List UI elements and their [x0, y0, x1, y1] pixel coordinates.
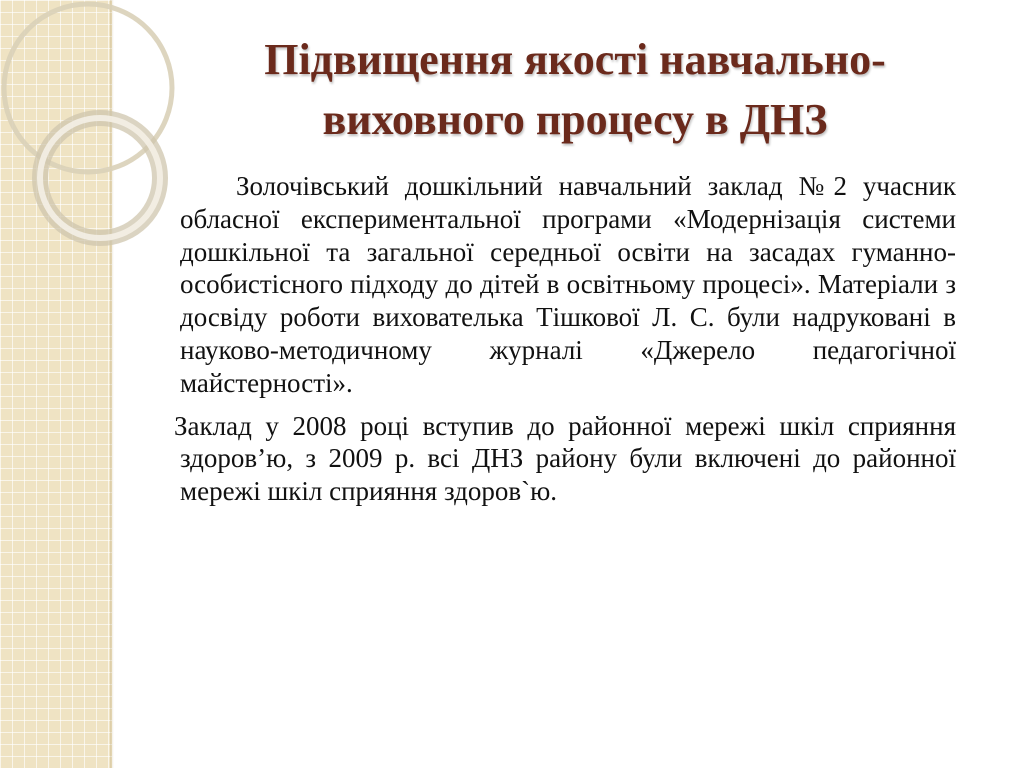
- slide-title: [150, 30, 1000, 150]
- slide-title-line-2: виховного процесу в ДНЗ: [322, 95, 828, 144]
- slide-title-line-1: Підвищення якості навчально-: [264, 35, 886, 84]
- slide-body: [174, 170, 956, 508]
- body-paragraph: Заклад у 2008 році вступив до районної мережі шкіл сприяння здоров’ю, з 2009 р. всі ДНЗ району були включені до районної мережі шкіл сприяння здоров`ю.: [174, 410, 956, 507]
- decorative-ring-small-highlight: [40, 118, 160, 238]
- body-paragraph: Золочівський дошкільний навчальний заклад №2 учасник обласної експериментальної програми «Модернізація системи дошкільної та загальної середньої освіти на засадах гуманно-особистісного підходу до дітей в освітньому процесі». Матеріали з досвіду роботи вихователька Тішкової Л. С. були надруковані в науково-методичному журналі «Джерело педагогічної майстерності».: [180, 171, 956, 398]
